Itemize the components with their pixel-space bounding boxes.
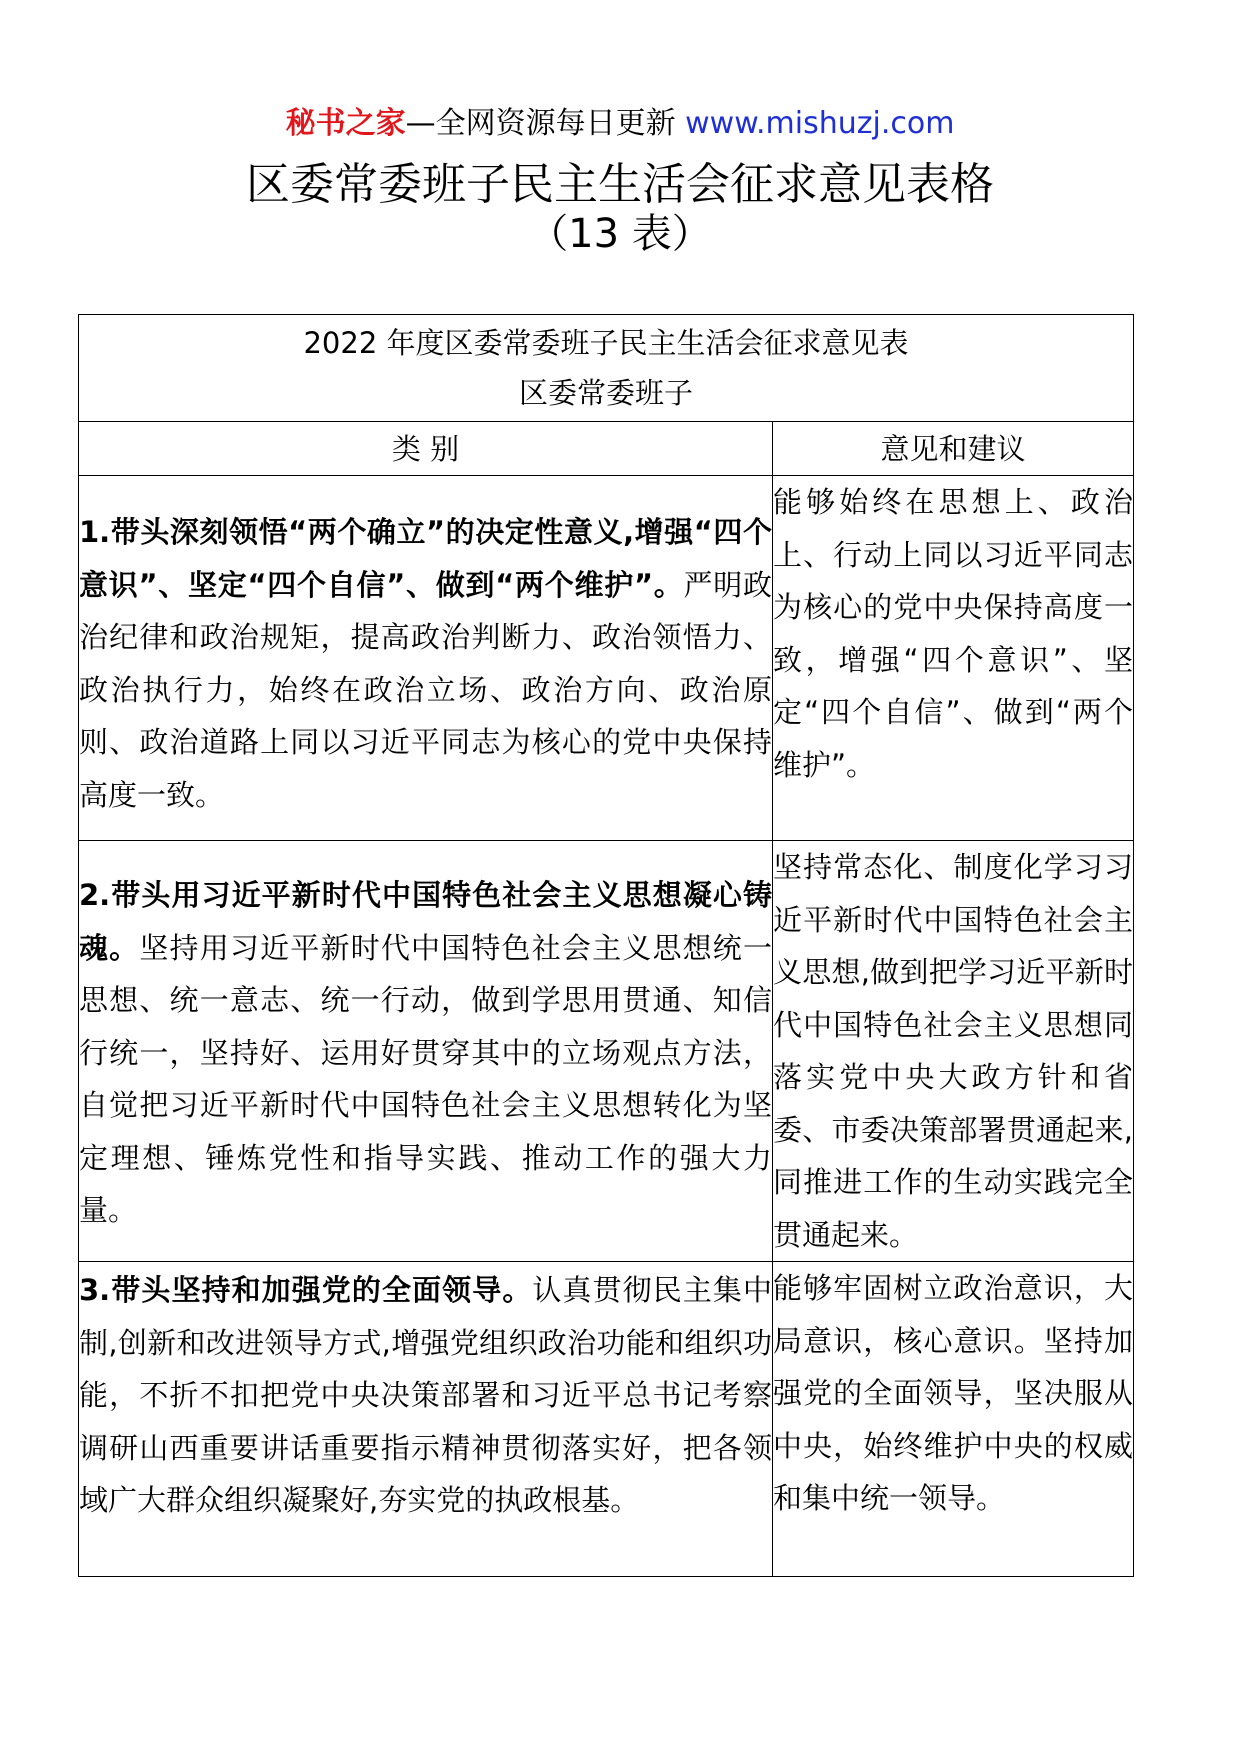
table-header-row — [79, 422, 1134, 476]
table-caption-row — [79, 315, 1134, 422]
opinion-cell — [773, 841, 1134, 1262]
table-row — [79, 1262, 1134, 1577]
category-description: 认真贯彻民主集中制,创新和改进领导方式,增强党组织政治功能和组织功能，不折不扣把党中央决策部署和习近平总书记考察调研山西重要讲话重要指示精神贯彻落实好，把各领域广大群众组织凝聚好,夯实党的执政根基。 — [79, 1273, 772, 1517]
opinion-text: 能够牢固树立政治意识，大局意识，核心意识。坚持加强党的全面领导，坚决服从中央，始终维护中央的权威和集中统一领导。 — [773, 1271, 1133, 1515]
opinion-cell — [773, 1262, 1134, 1577]
category-cell — [79, 476, 773, 841]
banner-slogan: —全网资源每日更新 — [405, 106, 686, 141]
table-caption-title: 2022 年度区委常委班子民主生活会征求意见表 — [303, 326, 909, 360]
site-banner — [0, 102, 1240, 146]
column-header-category: 类 别 — [79, 422, 773, 476]
table-caption-unit: 区委常委班子 — [518, 376, 693, 410]
category-heading: 2.带头用习近平新时代中国特色社会主义思想凝心铸魂。 — [79, 878, 772, 965]
category-cell — [79, 1262, 773, 1577]
table-row — [79, 841, 1134, 1262]
table-row — [79, 476, 1134, 841]
opinion-text: 坚持常态化、制度化学习习近平新时代中国特色社会主义思想,做到把学习近平新时代中国特色社会主义思想同落实党中央大政方针和省委、市委决策部署贯通起来,同推进工作的生动实践完全贯通起来。 — [773, 850, 1133, 1252]
table-caption — [79, 315, 1134, 422]
category-heading: 3.带头坚持和加强党的全面领导。 — [79, 1273, 533, 1307]
category-cell — [79, 841, 773, 1262]
opinion-table — [78, 314, 1134, 1577]
category-description: 严明政治纪律和政治规矩，提高政治判断力、政治领悟力、政治执行力，始终在政治立场、政治方向、政治原则、政治道路上同以习近平同志为核心的党中央保持高度一致。 — [79, 567, 772, 812]
site-url-link[interactable]: www.mishuzj.com — [685, 106, 955, 141]
column-header-opinion: 意见和建议 — [773, 422, 1134, 476]
category-heading: 1.带头深刻领悟“两个确立”的决定性意义,增强“四个意识”、坚定“四个自信”、做到“两个维护”。 — [79, 515, 772, 602]
document-title: 区委常委班子民主生活会征求意见表格 — [246, 159, 994, 210]
brand-name: 秘书之家 — [285, 106, 406, 141]
opinion-cell — [773, 476, 1134, 841]
category-description: 坚持用习近平新时代中国特色社会主义思想统一思想、统一意志、统一行动，做到学思用贯通、知信行统一，坚持好、运用好贯穿其中的立场观点方法，自觉把习近平新时代中国特色社会主义思想转化为坚定理想、锤炼党性和指导实践、推动工作的强大力量。 — [79, 930, 772, 1227]
document-subtitle: （13 表） — [528, 211, 712, 257]
opinion-text: 能够始终在思想上、政治上、行动上同以习近平同志为核心的党中央保持高度一致，增强“四个意识”、坚定“四个自信”、做到“两个维护”。 — [773, 485, 1133, 782]
